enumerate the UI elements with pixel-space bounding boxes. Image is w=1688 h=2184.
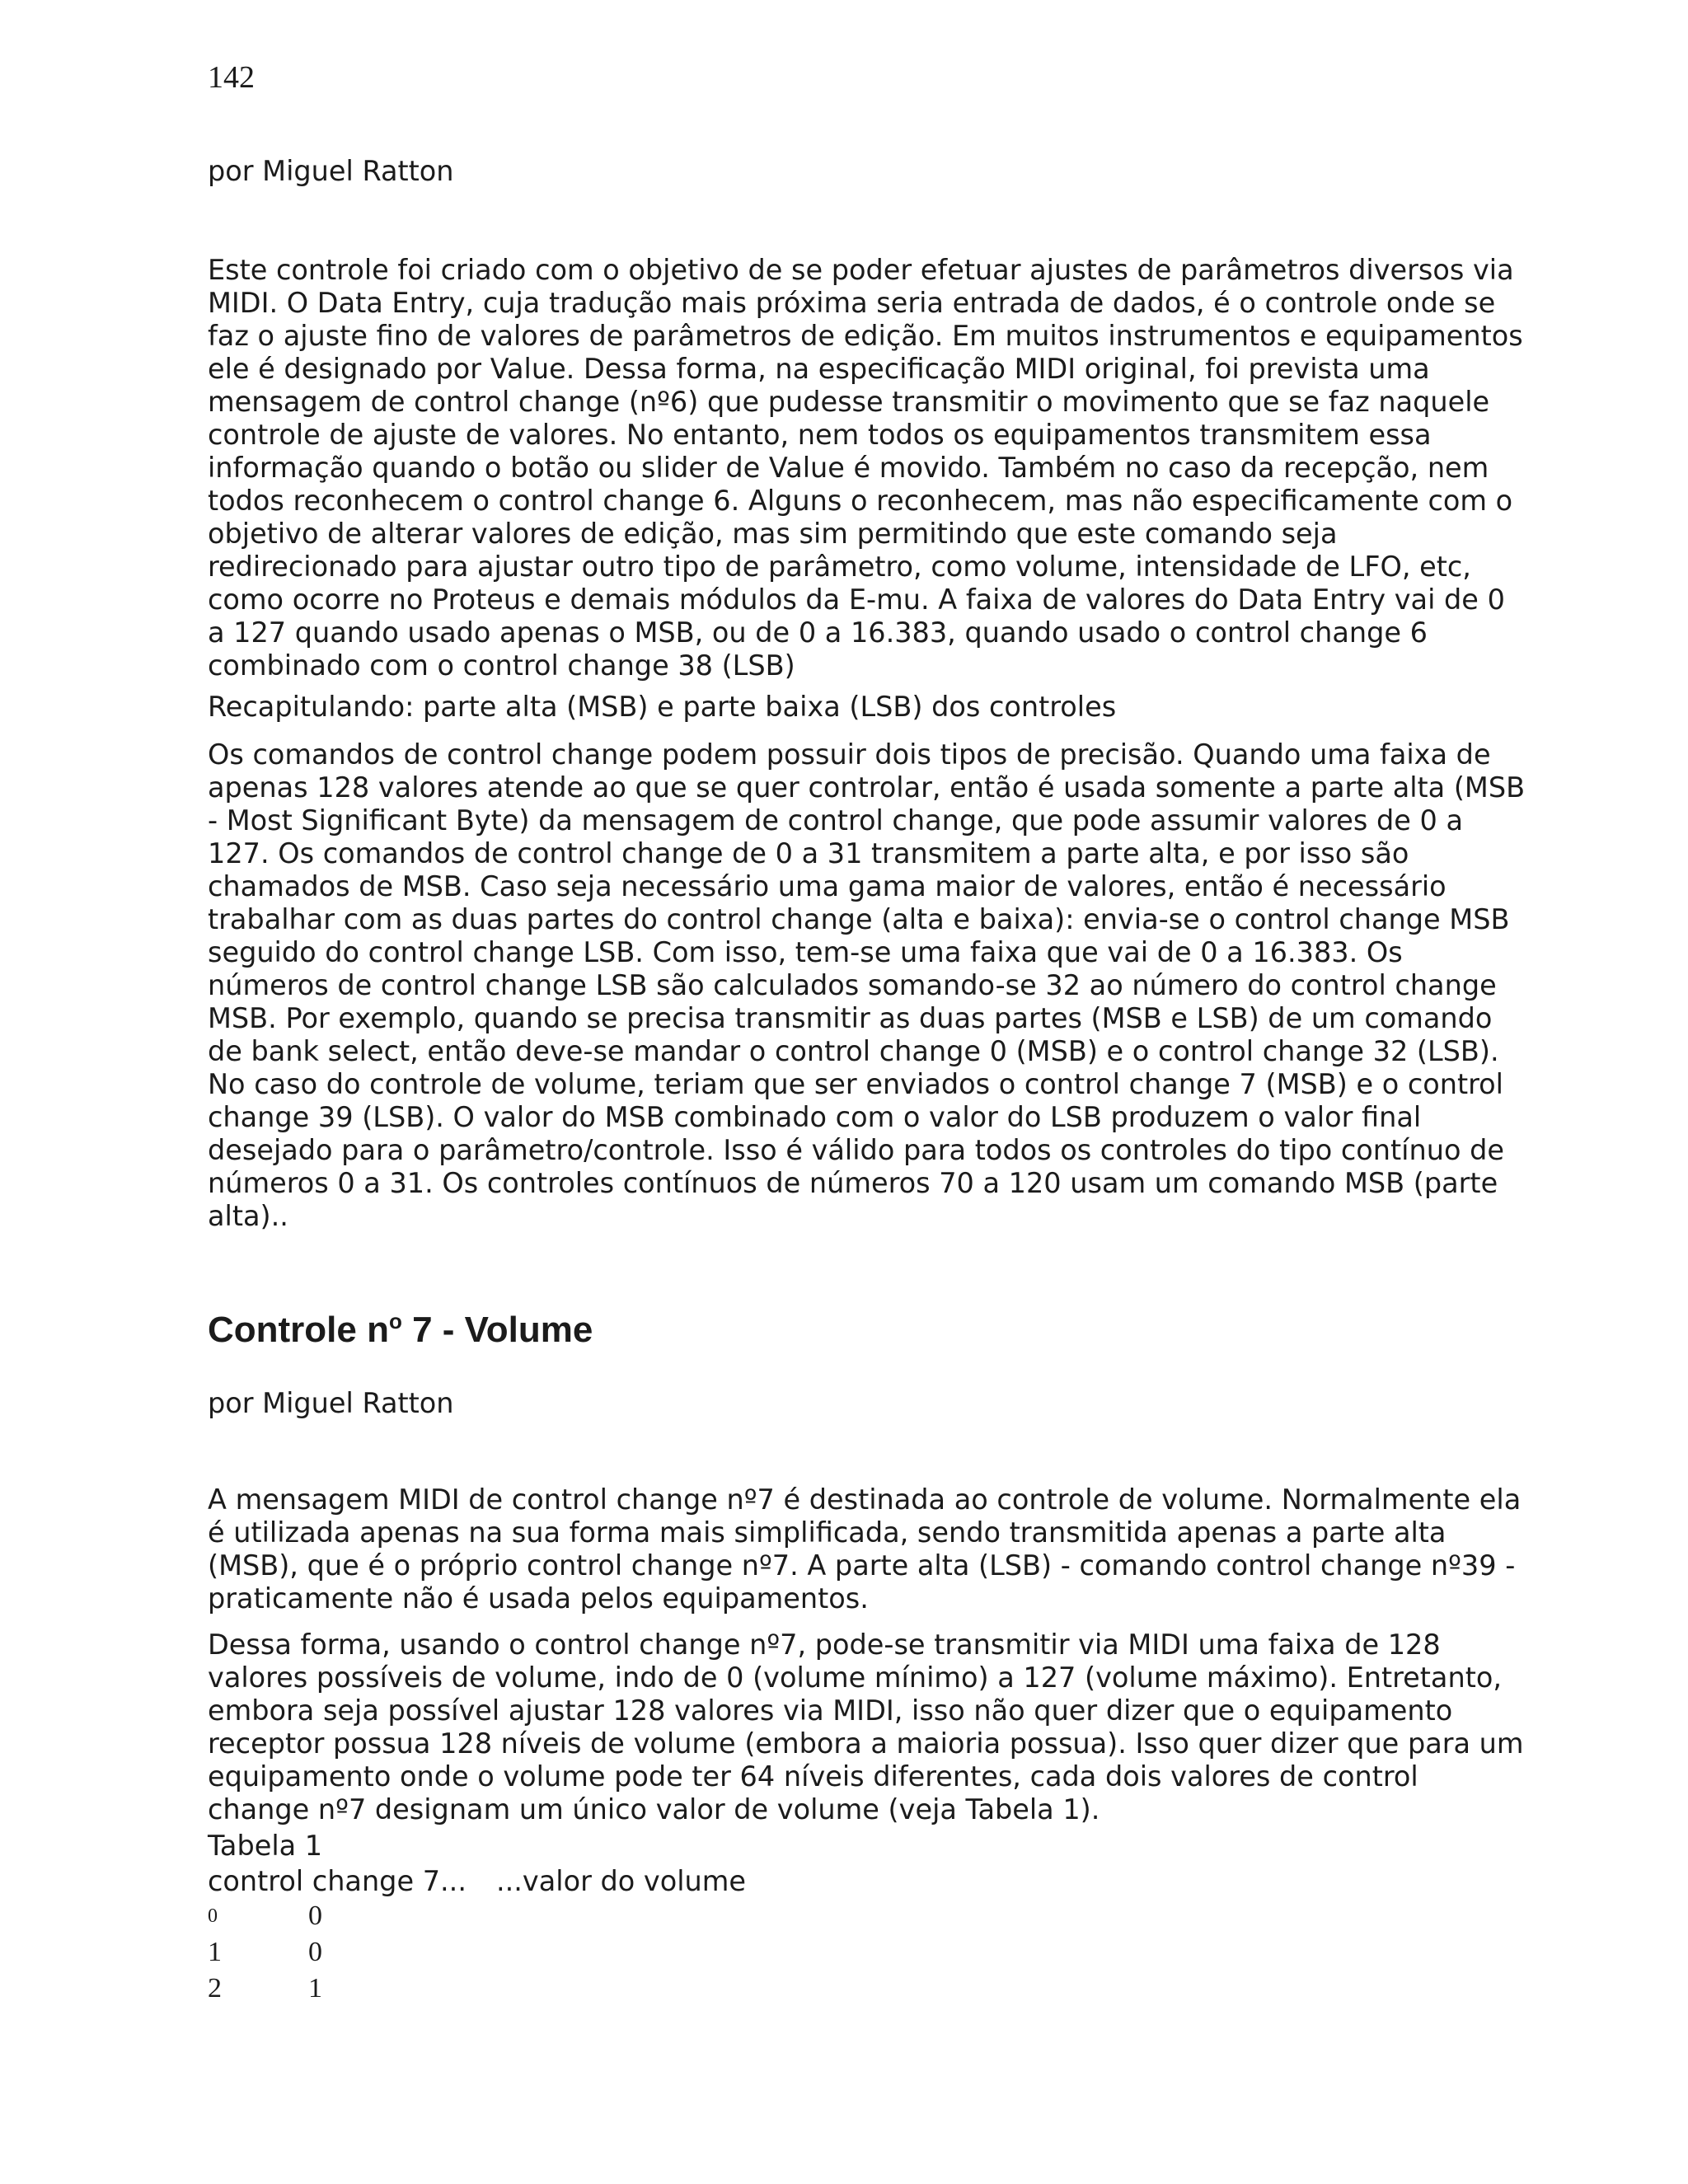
heading-prefix: Controle n [208, 1310, 389, 1350]
section-heading-volume [208, 1309, 593, 1352]
table-cell-cc: 0 [208, 1905, 218, 1927]
table-1 [208, 1830, 746, 2007]
heading-suffix: 7 - Volume [401, 1310, 593, 1350]
table-cell-volume: 1 [308, 1973, 322, 2004]
table-header [208, 1865, 746, 1898]
table-row [208, 1934, 746, 1971]
paragraph-recap-title: Recapitulando: parte alta (MSB) e parte baixa (LSB) dos controles [208, 691, 1117, 723]
paragraph-msb-lsb: Os comandos de control change podem possuir dois tipos de precisão. Quando uma faixa de apenas 128 valores atende ao que se quer controlar, então é usada somente a parte alta (MSB - Most Significant Byte) da mensagem de control change, que pode assumir valores de 0 a 127. Os comandos de control change de 0 a 31 transmitem a parte alta, e por isso são chamados de MSB. Caso seja necessário uma gama maior de valores, então é necessário trabalhar com as duas partes do control change (alta e baixa): envia-se o control change MSB seguido do control change LSB. Com isso, tem-se uma faixa que vai de 0 a 16.383. Os números de control change LSB são calculados somando-se 32 ao número do control change MSB. Por exemplo, quando se precisa transmitir as duas partes (MSB e LSB) de um comando de bank select, então deve-se mandar o control change 0 (MSB) e o control change 32 (LSB). No caso do controle de volume, teriam que ser enviados o control change 7 (MSB) e o control change 39 (LSB). O valor do MSB combinado com o valor do LSB produzem o valor final desejado para o parâmetro/controle. Isso é válido para todos os controles do tipo contínuo de números 0 a 31. Os controles contínuos de números 70 a 120 usam um comando MSB (parte alta).. [208, 738, 1526, 1232]
byline: por Miguel Ratton [208, 1387, 454, 1419]
table-row [208, 1971, 746, 2007]
paragraph-volume-intro: A mensagem MIDI de control change nº7 é destinada ao controle de volume. Normalmente ela é utilizada apenas na sua forma mais simplificada, sendo transmitida apenas a parte alta (MSB), que é o próprio control change nº7. A parte alta (LSB) - comando control change nº39 - praticamente não é usada pelos equipamentos. [208, 1483, 1522, 1615]
table-cell-cc: 2 [208, 1973, 222, 2004]
table-title: Tabela 1 [208, 1830, 323, 1862]
table-row [208, 1898, 746, 1934]
paragraph-volume-range: Dessa forma, usando o control change nº7, pode-se transmitir via MIDI uma faixa de 128 valores possíveis de volume, indo de 0 (volume mínimo) a 127 (volume máximo). Entretanto, embora seja possível ajustar 128 valores via MIDI, isso não quer dizer que o equipamento receptor possua 128 níveis de volume (embora a maioria possua). Isso quer dizer que para um equipamento onde o volume pode ter 64 níveis diferentes, cada dois valores de control change nº7 designam um único valor de volume (veja Tabela 1). [208, 1629, 1524, 1825]
table-col1-header: control change 7... [208, 1865, 467, 1897]
byline: por Miguel Ratton [208, 155, 454, 187]
table-cell-cc: 1 [208, 1937, 222, 1967]
page-number: 142 [208, 60, 255, 95]
paragraph-data-entry: Este controle foi criado com o objetivo de se poder efetuar ajustes de parâmetros diversos via MIDI. O Data Entry, cuja tradução mais próxima seria entrada de dados, é o controle onde se faz o ajuste fino de valores de parâmetros de edição. Em muitos instrumentos e equipamentos ele é designado por Value. Dessa forma, na especificação MIDI original, foi prevista uma mensagem de control change (nº6) que pudesse transmitir o movimento que se faz naquele controle de ajuste de valores. No entanto, nem todos os equipamentos transmitem essa informação quando o botão ou slider de Value é movido. Também no caso da recepção, nem todos reconhecem o control change 6. Alguns o reconhecem, mas não especificamente com o objetivo de alterar valores de edição, mas sim permitindo que este comando seja redirecionado para ajustar outro tipo de parâmetro, como volume, intensidade de LFO, etc, como ocorre no Proteus e demais módulos da E-mu. A faixa de valores do Data Entry vai de 0 a 127 quando usado apenas o MSB, ou de 0 a 16.383, quando usado o control change 6 combinado com o control change 38 (LSB) [208, 254, 1523, 682]
table-cell-volume: 0 [308, 1937, 322, 1967]
table-cell-volume: 0 [308, 1900, 322, 1931]
heading-ordinal: o [388, 1309, 402, 1333]
table-col2-header: ...valor do volume [495, 1865, 747, 1897]
